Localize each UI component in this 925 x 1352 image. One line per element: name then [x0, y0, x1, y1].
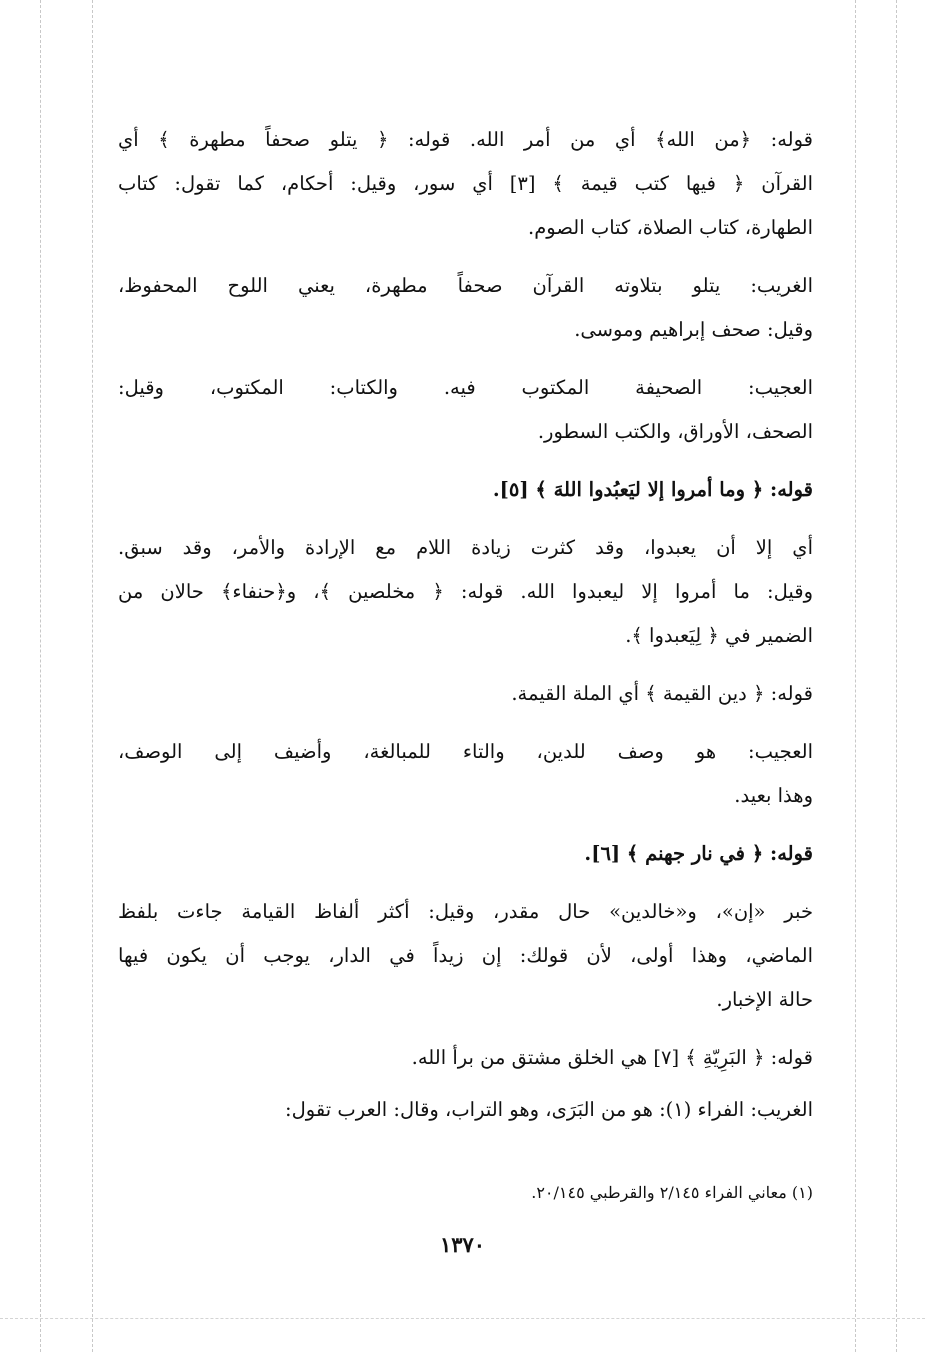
- text-line: العجيب: الصحيفة المكتوب فيه. والكتاب: المكتوب، وقيل:: [118, 376, 813, 399]
- text-line: قوله: ﴿ البَرِيّةِ ﴾ [٧] هي الخلق مشتق من برأ الله.: [411, 1046, 813, 1069]
- scan-guide-line: [40, 0, 41, 1352]
- text-line: خبر «إن»، و«خالدين» حال مقدر، وقيل: أكثر ألفاظ القيامة جاءت بلفظ: [118, 900, 813, 923]
- text-line: الطهارة، كتاب الصلاة، كتاب الصوم.: [528, 216, 813, 239]
- paragraph: [118, 672, 813, 716]
- paragraph: [118, 832, 813, 876]
- scan-guide-line: [896, 0, 897, 1352]
- paragraph: [118, 730, 813, 818]
- text-line: قوله: ﴿ وما أمروا إلا ليَعبُدوا اللهَ ﴾ [٥].: [492, 478, 813, 501]
- paragraph: [118, 118, 813, 250]
- text-line: الماضي، وهذا أولى، لأن قولك: إن زيداً في الدار، يوجب أن يكون فيها: [118, 944, 813, 967]
- paragraph: [118, 468, 813, 512]
- scan-guide-line: [855, 0, 856, 1352]
- text-line: الصحف، الأوراق، والكتب السطور.: [537, 420, 813, 443]
- paragraph: [118, 1088, 813, 1132]
- paragraph: [118, 526, 813, 658]
- text-line: قوله: ﴿ في نار جهنم ﴾ [٦].: [584, 842, 813, 865]
- text-line: قوله: ﴿من الله﴾ أي من أمر الله. قوله: ﴿ يتلو صحفاً مطهرة ﴾ أي: [118, 128, 813, 151]
- page-number: ١٣٧٠: [439, 1232, 486, 1257]
- text-line: حالة الإخبار.: [716, 988, 813, 1011]
- text-line: وقيل: صحف إبراهيم وموسى.: [574, 318, 813, 341]
- paragraph: [118, 264, 813, 352]
- footnote: (١) معاني الفراء ٢/١٤٥ والقرطبي ٢٠/١٤٥.: [531, 1183, 813, 1202]
- text-line: وهذا بعيد.: [734, 784, 813, 807]
- text-line: وقيل: ما أمروا إلا ليعبدوا الله. قوله: ﴿ مخلصين ﴾، و﴿حنفاء﴾ حالان من: [118, 580, 813, 603]
- scan-guide-line: [0, 1318, 925, 1319]
- text-line: العجيب: هو وصف للدين، والتاء للمبالغة، وأضيف إلى الوصف،: [118, 740, 813, 763]
- paragraph: [118, 1036, 813, 1080]
- scan-guide-line: [92, 0, 93, 1352]
- page-body: [118, 118, 813, 1146]
- paragraph: [118, 366, 813, 454]
- paragraph: [118, 890, 813, 1022]
- text-line: الغريب: الفراء (١): هو من البَرَى، وهو التراب، وقال: العرب تقول:: [285, 1098, 813, 1121]
- text-line: القرآن ﴿ فيها كتب قيمة ﴾ [٣] أي سور، وقيل: أحكام، كما تقول: كتاب: [118, 172, 813, 195]
- text-line: الغريب: يتلو بتلاوته القرآن صحفاً مطهرة، يعني اللوح المحفوظ،: [118, 274, 813, 297]
- text-line: قوله: ﴿ دين القيمة ﴾ أي الملة القيمة.: [511, 682, 813, 705]
- text-line: الضمير في ﴿ لِيَعبدوا ﴾.: [625, 624, 813, 647]
- text-line: أي إلا أن يعبدوا، وقد كثرت زيادة اللام مع الإرادة والأمر، وقد سبق.: [118, 536, 813, 559]
